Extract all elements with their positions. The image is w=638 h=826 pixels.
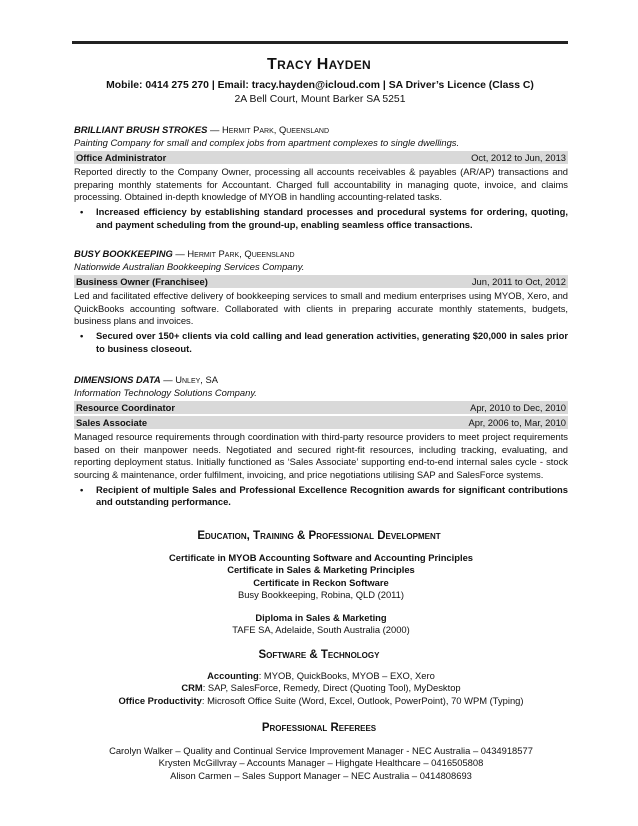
employer-location: Hermit Park, Queensland (221, 124, 330, 135)
education-group-2 (74, 612, 568, 637)
employer-name: BUSY BOOKKEEPING (74, 248, 173, 259)
institution-line: TAFE SA, Adelaide, South Australia (2000) (232, 624, 410, 636)
contact-line: Mobile: 0414 275 270 | Email: tracy.hayden@icloud.com | SA Driver’s Licence (Class C) (106, 80, 534, 91)
job-busy-bookkeeping: BUSY BOOKKEEPING — Hermit Park, Queensland Nationwide Australian Bookkeeping Services Company. Business Owner (Franchisee) Jun, 2011 to Oct, 2012 Led and facilitated effective delivery of bookkeeping services to small and medium enterprises using MYOB, Xero, and QuickBooks accounting software. Collaborated with clients in preparing accurate monthly statements, budgets, business plans and invoices. • Secured over 150+ clients via cold calling and lead generation activities, generating $20,000 in sales prior to business closeout. (74, 248, 568, 354)
referee-line: Carolyn Walker – Quality and Continual Service Improvement Manager - NEC Australia – 0434918577 (109, 745, 533, 756)
referees-heading: Professional Referees (261, 722, 377, 734)
candidate-name (0, 56, 638, 74)
achievement-text: Increased efficiency by establishing standard processes and procedural systems for ordering, quoting, and payment scheduling from the ground-up, enabling seamless office transactions. (96, 205, 568, 230)
bullet-icon: • (80, 205, 84, 217)
address-line: 2A Bell Court, Mount Barker SA 5251 (234, 94, 406, 105)
software-label: Accounting (207, 670, 259, 681)
software-value: : SAP, SalesForce, Remedy, Direct (Quoting Tool), MyDesktop (202, 682, 461, 694)
software-label: Office Productivity (118, 694, 202, 706)
certificate-line: Certificate in Sales & Marketing Principles (227, 564, 415, 576)
certificate-line: Certificate in MYOB Accounting Software and Accounting Principles (168, 552, 474, 563)
achievement-text: Secured over 150+ clients via cold calling and lead generation activities, generating $20,000 in sales prior to business closeout. (96, 329, 568, 354)
name-first-initial: T (266, 56, 278, 73)
role-bar (74, 151, 568, 164)
software-row (74, 682, 568, 694)
certificate-line: Certificate in Reckon Software (253, 576, 389, 588)
role-summary: Led and facilitated effective delivery of bookkeeping services to small and medium enterprises using MYOB, Xero, and QuickBooks accounting software. Collaborated with clients in preparing accurate monthly statements, budgets, business plans and invoices. (74, 290, 568, 327)
employer-name: DIMENSIONS DATA (74, 374, 161, 385)
role-dates: Oct, 2012 to Jun, 2013 (471, 152, 566, 164)
software-heading: Software & Technology (258, 649, 380, 661)
education-group-1 (74, 552, 568, 602)
software-value: : MYOB, QuickBooks, MYOB – EXO, Xero (258, 670, 435, 681)
role-bar (74, 275, 568, 288)
achievement-text: Recipient of multiple Sales and Professional Excellence Recognition awards for significant contributions and outstanding performance. (96, 483, 568, 508)
employer-description: Nationwide Australian Bookkeeping Services Company. (74, 260, 305, 272)
name-last-rest: AYDEN (328, 58, 371, 72)
bullet-icon: • (80, 483, 84, 495)
employer-location: Hermit Park, Queensland (187, 248, 295, 259)
achievement-item (74, 330, 568, 355)
achievement-item (74, 206, 568, 231)
header-rule (72, 41, 568, 44)
software-row (74, 670, 568, 682)
institution-line: Busy Bookkeeping, Robina, QLD (2011) (237, 589, 405, 601)
employer-description: Painting Company for small and complex jobs from apartment complexes to single dwellings. (74, 136, 460, 148)
education-heading: Education, Training & Professional Development (197, 530, 441, 542)
role-title: Business Owner (Franchisee) (76, 276, 208, 288)
role-title: Resource Coordinator (76, 402, 175, 414)
achievement-list (74, 484, 568, 509)
job-brilliant-brush-strokes: BRILLIANT BRUSH STROKES — Hermit Park, Queensland Painting Company for small and complex jobs from apartment complexes to single dwellings. Office Administrator Oct, 2012 to Jun, 2013 Reported directly to the Company Owner, processing all accounts receivables & payables (AR/AP) transactions and preparing monthly statements for Accountant. Charged full accountability in managing quote, invoice, and claims processing. Obtained in-depth knowledge of MYOB in handling accounting-related tasks. • Increased efficiency by establishing standard processes and procedural systems for ordering, quoting, and payment scheduling from the ground-up, enabling seamless office transactions. (74, 124, 568, 230)
name-first-rest: RACY (277, 58, 313, 72)
employer-name: BRILLIANT BRUSH STROKES (74, 124, 208, 135)
name-last-initial: H (316, 56, 329, 73)
role-title: Sales Associate (76, 417, 148, 429)
employer-description: Information Technology Solutions Company. (74, 386, 257, 398)
referee-line: Krysten McGillvray – Accounts Manager – Highgate Healthcare – 0416505808 (158, 757, 484, 769)
role-summary: Reported directly to the Company Owner, processing all accounts receivables & payables (AR/AP) transactions and preparing monthly statements for Accountant. Charged full accountability in managing quote, invoice, and claims processing. Obtained in-depth knowledge of MYOB in handling accounting-related tasks. (74, 166, 568, 203)
achievement-list (74, 206, 568, 231)
role-dates: Apr, 2006 to, Mar, 2010 (468, 417, 566, 429)
software-list (74, 670, 568, 707)
diploma-line: Diploma in Sales & Marketing (255, 612, 387, 623)
role-title: Office Administrator (76, 152, 167, 164)
role-bar (74, 416, 568, 429)
role-bar (74, 401, 568, 414)
bullet-icon: • (80, 329, 84, 341)
achievement-list (74, 330, 568, 355)
employer-location: Unley, SA (175, 374, 219, 385)
role-dates: Apr, 2010 to Dec, 2010 (470, 402, 566, 414)
role-dates: Jun, 2011 to Oct, 2012 (471, 276, 566, 288)
referee-line: Alison Carmen – Sales Support Manager – NEC Australia – 0414808693 (170, 769, 472, 781)
software-label: CRM (181, 682, 203, 694)
software-row (74, 695, 568, 707)
software-value: : Microsoft Office Suite (Word, Excel, Outlook, PowerPoint), 70 WPM (Typing) (201, 694, 524, 706)
referees-list (74, 745, 568, 782)
job-dimensions-data: DIMENSIONS DATA — Unley, SA Information Technology Solutions Company. Resource Coordinator Apr, 2010 to Dec, 2010 Sales Associate Apr, 2006 to, Mar, 2010 Managed resource requirements through coordination with third-party resource providers to meet project requirements based on their manpower needs. Negotiated and secured right-fit resources, including tracking, evaluating, and reporting deployment status. Initially functioned as ‘Sales Associate’ supporting end-to-end internal sales cycle - stock sourcing & maintenance, order fulfilment, invoicing, and price negotiations utilising SAP and SalesForce systems. • Recipient of multiple Sales and Professional Excellence Recognition awards for significant contributions and outstanding performance. (74, 374, 568, 508)
achievement-item (74, 484, 568, 509)
role-summary: Managed resource requirements through coordination with third-party resource providers to meet project requirements based on their manpower needs. Negotiated and secured right-fit resources, including tracking, evaluating, and reporting deployment status. Initially functioned as ‘Sales Associate’ supporting end-to-end internal sales cycle - stock sourcing & maintenance, order fulfilment, invoicing, and price negotiations utilising SAP and SalesForce systems. (74, 431, 568, 480)
